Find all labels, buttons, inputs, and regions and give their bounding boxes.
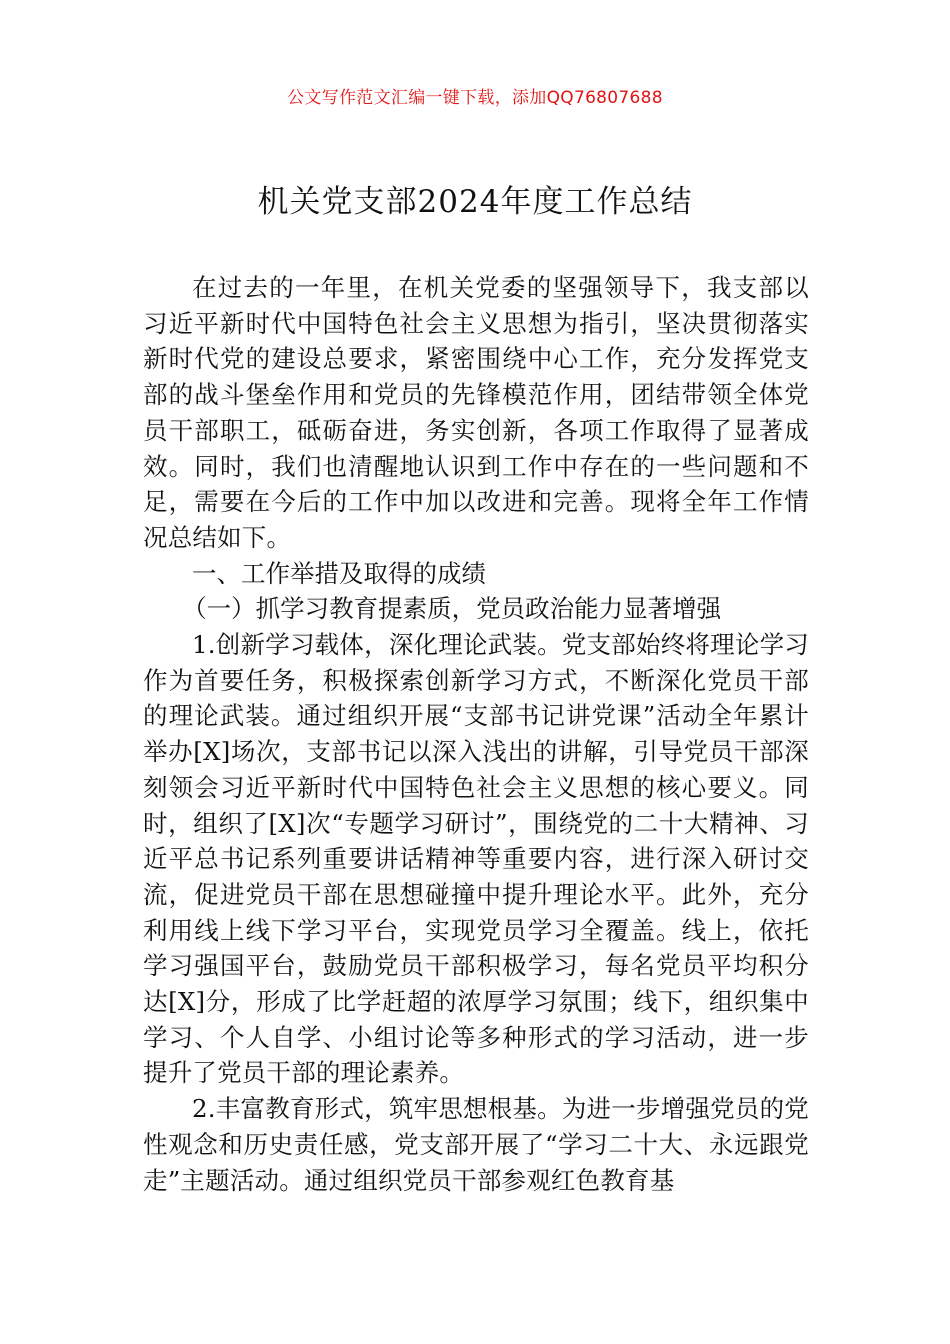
header-download-note: 公文写作范文汇编一键下载，添加QQ76807688 xyxy=(287,88,663,108)
document-body xyxy=(143,270,809,1198)
section-heading: 一、工作举措及取得的成绩 xyxy=(192,558,486,588)
subsection-heading: （一）抓学习教育提素质，党员政治能力显著增强 xyxy=(182,594,722,624)
item-paragraph-2: 2.丰富教育形式，筑牢思想根基。为进一步增强党员的党性观念和历史责任感，党支部开展了“学习二十大、永远跟党走”主题活动。通过组织党员干部参观红色教育基 xyxy=(143,1094,809,1195)
item-paragraph-1: 1.创新学习载体，深化理论武装。党支部始终将理论学习作为首要任务，积极探索创新学习方式，不断深化党员干部的理论武装。通过组织开展“支部书记讲党课”活动全年累计举办[X]场次，支部书记以深入浅出的讲解，引导党员干部深刻领会习近平新时代中国特色社会主义思想的核心要义。同时，组织了[X]次“专题学习研讨”，围绕党的二十大精神、习近平总书记系列重要讲话精神等重要内容，进行深入研讨交流，促进党员干部在思想碰撞中提升理论水平。此外，充分利用线上线下学习平台，实现党员学习全覆盖。线上，依托学习强国平台，鼓励党员干部积极学习，每名党员平均积分达[X]分，形成了比学赶超的浓厚学习氛围；线下，组织集中学习、个人自学、小组讨论等多种形式的学习活动，进一步提升了党员干部的理论素养。 xyxy=(143,630,809,1088)
intro-paragraph: 在过去的一年里，在机关党委的坚强领导下，我支部以习近平新时代中国特色社会主义思想为指引，坚决贯彻落实新时代党的建设总要求，紧密围绕中心工作，充分发挥党支部的战斗堡垒作用和党员的先锋模范作用，团结带领全体党员干部职工，砥砺奋进，务实创新，各项工作取得了显著成效。同时，我们也清醒地认识到工作中存在的一些问题和不足，需要在今后的工作中加以改进和完善。现将全年工作情况总结如下。 xyxy=(143,273,809,552)
page-title: 机关党支部2024年度工作总结 xyxy=(257,184,693,220)
